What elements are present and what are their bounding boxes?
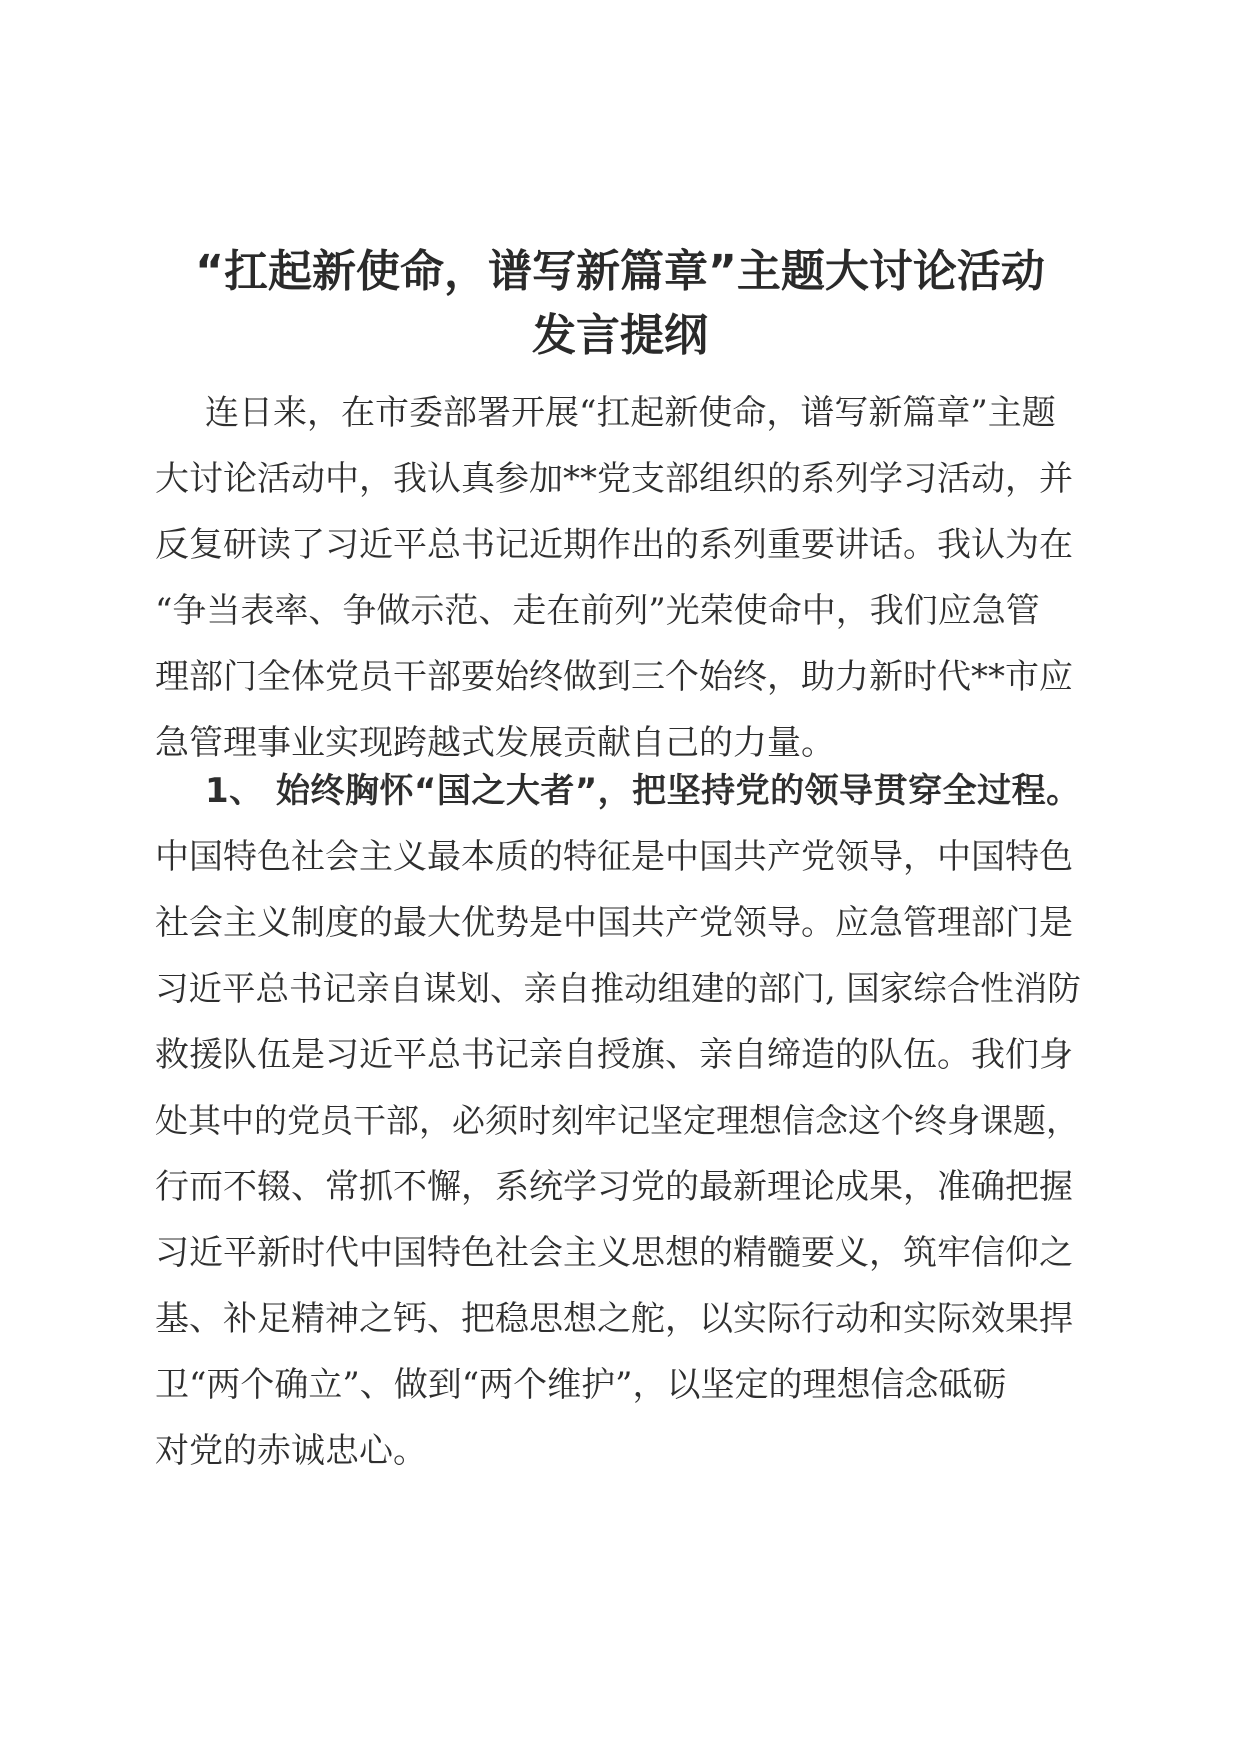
- paragraph-line: 中国特色社会主义最本质的特征是中国共产党领导，中国特色: [155, 837, 1073, 877]
- intro-paragraph: [155, 380, 1085, 776]
- paragraph-line: “争当表率、争做示范、走在前列”光荣使命中，我们应急管: [155, 591, 1040, 631]
- paragraph-line: 行而不辍、常抓不懈，系统学习党的最新理论成果，准确把握: [155, 1167, 1073, 1207]
- paragraph-line: 习近平新时代中国特色社会主义思想的精髓要义，筑牢信仰之: [155, 1233, 1073, 1273]
- paragraph-line: 习近平总书记亲自谋划、亲自推动组建的部门, 国家综合性消防: [155, 969, 1081, 1008]
- paragraph-line: 急管理事业实现跨越式发展贡献自己的力量。: [155, 723, 835, 763]
- paragraph-line: 基、补足精神之钙、把稳思想之舵，以实际行动和实际效果捍: [155, 1299, 1073, 1339]
- paragraph-line: 救援队伍是习近平总书记亲自授旗、亲自缔造的队伍。我们身: [155, 1035, 1073, 1075]
- section-heading: 1、 始终胸怀“国之大者”，把坚持党的领导贯穿全过程。: [205, 771, 1081, 811]
- title-line-1: “扛起新使命，谱写新篇章”主题大讨论活动: [195, 246, 1045, 297]
- paragraph-line: 对党的赤诚忠心。: [155, 1431, 427, 1471]
- paragraph-line: 处其中的党员干部，必须时刻牢记坚定理想信念这个终身课题，: [155, 1101, 1079, 1140]
- paragraph-line: 反复研读了习近平总书记近期作出的系列重要讲话。我认为在: [155, 525, 1073, 565]
- paragraph-line: 卫“两个确立”、做到“两个维护”，以坚定的理想信念砥砺: [155, 1365, 1007, 1405]
- paragraph-line: 理部门全体党员干部要始终做到三个始终，助力新时代**市应: [155, 657, 1073, 697]
- title-line-2: 发言提纲: [532, 310, 708, 361]
- paragraph-line: 社会主义制度的最大优势是中国共产党领导。应急管理部门是: [155, 903, 1073, 943]
- document-title: [150, 240, 1090, 368]
- paragraph-line: 大讨论活动中，我认真参加**党支部组织的系列学习活动，并: [155, 459, 1073, 499]
- section-1: [155, 758, 1085, 1484]
- paragraph-line: 连日来，在市委部署开展“扛起新使命，谱写新篇章”主题: [205, 393, 1056, 433]
